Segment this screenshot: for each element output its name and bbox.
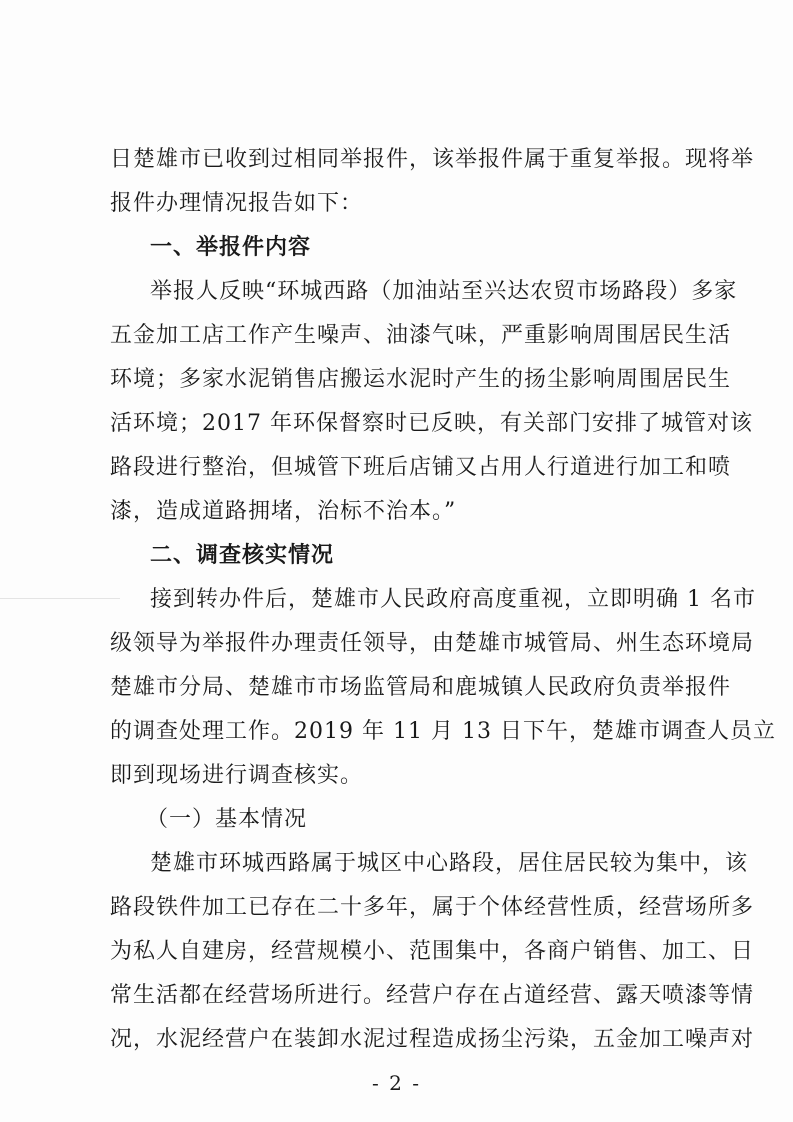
- section-1-line-5: 路段进行整治，但城管下班后店铺又占用人行道进行加工和喷: [110, 455, 732, 480]
- intro-line-1: 日楚雄市已收到过相同举报件，该举报件属于重复举报。现将举: [110, 147, 755, 172]
- section-1-heading: 一、举报件内容: [150, 235, 312, 260]
- section-2-line-5: 即到现场进行调查核实。: [110, 763, 364, 788]
- section-1-line-4: 活环境；2017 年环保督察时已反映，有关部门安排了城管对该: [110, 411, 753, 436]
- section-2-heading: 二、调查核实情况: [150, 543, 335, 568]
- scan-crease-line: [0, 598, 120, 599]
- subsection-basic-info-heading: （一）基本情况: [146, 807, 308, 832]
- section-1-line-2: 五金加工店工作产生噪声、油漆气味，严重影响周围居民生活: [110, 323, 732, 348]
- section-2-line-2: 级领导为举报件办理责任领导，由楚雄市城管局、州生态环境局: [110, 631, 755, 656]
- subsection-line-2: 路段铁件加工已存在二十多年，属于个体经营性质，经营场所多: [110, 895, 755, 920]
- section-2-line-3: 楚雄市分局、楚雄市市场监管局和鹿城镇人民政府负责举报件: [110, 675, 732, 700]
- subsection-line-1: 楚雄市环城西路属于城区中心路段，居住居民较为集中，该: [150, 851, 749, 876]
- section-2-line-1: 接到转办件后，楚雄市人民政府高度重视，立即明确 1 名市: [150, 587, 756, 612]
- intro-line-2: 报件办理情况报告如下：: [110, 191, 364, 216]
- subsection-line-5: 况，水泥经营户在装卸水泥过程造成扬尘污染，五金加工噪声对: [110, 1027, 755, 1052]
- section-1-line-3: 环境；多家水泥销售店搬运水泥时产生的扬尘影响周围居民生: [110, 367, 732, 392]
- subsection-line-4: 常生活都在经营场所进行。经营户存在占道经营、露天喷漆等情: [110, 983, 755, 1008]
- page-number: - 2 -: [372, 1071, 421, 1095]
- subsection-line-3: 为私人自建房，经营规模小、范围集中，各商户销售、加工、日: [110, 939, 755, 964]
- section-2-line-4: 的调查处理工作。2019 年 11 月 13 日下午，楚雄市调查人员立: [110, 719, 776, 744]
- section-1-line-1: 举报人反映“环城西路（加油站至兴达农贸市场路段）多家: [150, 279, 738, 304]
- section-1-line-6: 漆，造成道路拥堵，治标不治本。”: [110, 499, 457, 524]
